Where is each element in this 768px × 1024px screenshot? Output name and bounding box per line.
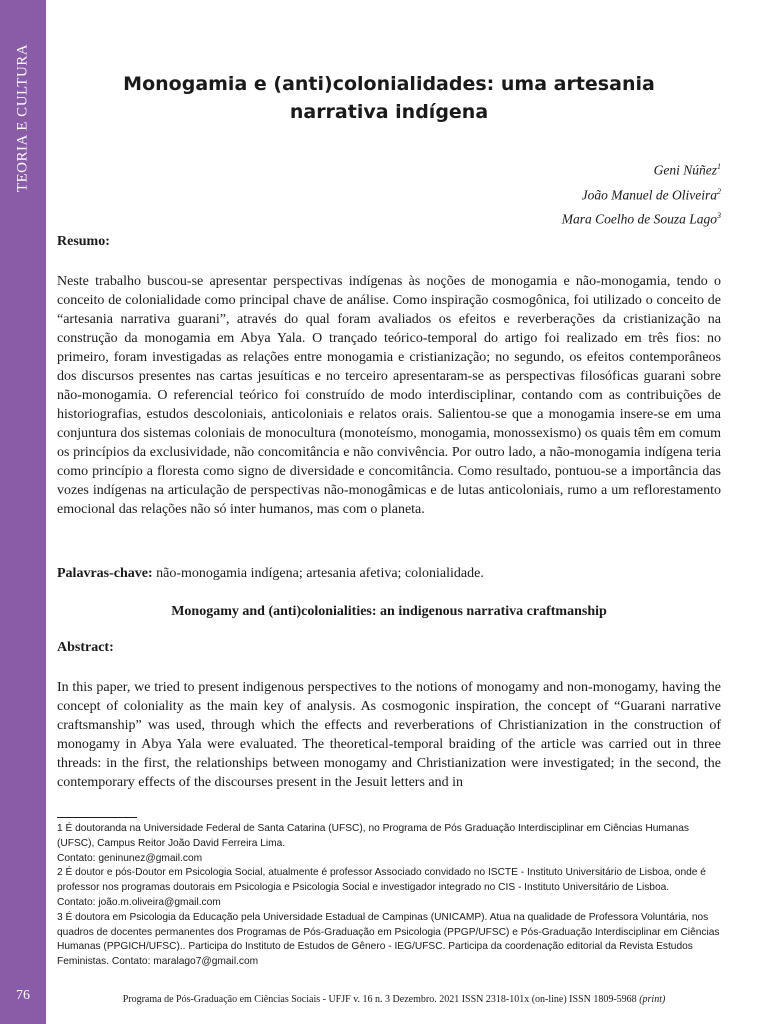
footnote: 1 É doutoranda na Universidade Federal de Santa Catarina (UFSC), no Programa de Pós Graduação Interdisciplinar em Ciências Humanas (UFSC), Campus Reitor João David Ferreira Lima.	[57, 823, 689, 849]
footnote: 2 É doutor e pós-Doutor em Psicologia Social, atualmente é professor Associado convidado no ISCTE - Instituto Universitário de Lisboa, onde é professor nos programas doutorais em Psicologia e Psicologia Social e investigador integrado no CIS - Instituto Universitário de Lisboa.	[57, 867, 706, 894]
article-title: Monogamia e (anti)colonialidades: uma artesania narrativa indígena	[123, 73, 655, 123]
keywords-label: Palavras-chave:	[57, 566, 153, 581]
keywords-text: não-monogamia indígena; artesania afetiva; colonialidade.	[152, 566, 484, 581]
footnote-contact[interactable]: Contato: geninunez@gmail.com	[57, 852, 203, 864]
footer-print: (print)	[639, 994, 666, 1005]
page-number: 76	[16, 988, 30, 1003]
sidebar-band	[0, 0, 46, 1024]
keywords	[57, 566, 484, 582]
author-list	[562, 156, 721, 230]
author-line	[562, 181, 721, 206]
resumo-heading: Resumo:	[57, 234, 110, 249]
footnote-divider	[57, 817, 137, 818]
page-footer	[60, 994, 728, 1005]
abstract-text: In this paper, we tried to present indigenous perspectives to the notions of monogamy and non-monogamy, having the concept of coloniality as the main key of analysis. As cosmogonic inspiration, the concept of “Guarani narrative craftsmanship” was used, through which the effects and reverberations of Christianization in the construction of monogamy in Abya Yala were evaluated. The theoretical-temporal braiding of the article was carried out in three threads: in the first, the relationships between monogamy and Christianization were investigated; in the second, the contemporary effects of the discourses present in the Jesuit letters and in	[57, 680, 721, 790]
author-line	[562, 205, 721, 230]
resumo-text: Neste trabalho buscou-se apresentar perspectivas indígenas às noções de monogamia e não-monogamia, tendo o conceito de colonialidade como principal chave de análise. Como inspiração cosmogônica, foi utilizado o conceito de “artesania narrativa guarani”, através do qual foram avaliados os efeitos e reverberações da cristianização na construção da monogamia em Abya Yala. O trançado teórico-temporal do artigo foi realizado em três fios: no primeiro, foram investigadas as relações entre monogamia e cristianização; no segundo, os efeitos contemporâneos dos discursos presentes nas cartas jesuíticas e no terceiro apresentaram-se as perspectivas filosóficas guarani sobre não-monogamia. O referencial teórico foi construído de modo interdisciplinar, contando com as contribuições de historiografias, estudos descoloniais, anticoloniais e relatos orais. Salientou-se que a monogamia insere-se em uma conjuntura dos sistemas coloniais de monocultura (monoteísmo, monogamia, monossexismo) os quais têm em comum os princípios da exclusividade, não concomitância e não convivência. Por outro lado, a não-monogamia indígena teria como princípio a floresta como signo de diversidade e concomitância. Como resultado, pontuou-se a importância das vozes indígenas na articulação de perspectivas não-monogâmicas e de lutas anticoloniais, rumo a um reflorestamento emocional das relações não só inter humanos, mas com o planeta.	[57, 274, 721, 517]
journal-section-label: TEORIA E CULTURA	[14, 43, 31, 193]
author-name: Mara Coelho de Souza Lago	[561, 211, 717, 227]
abstract-heading: Abstract:	[57, 640, 114, 655]
footnote-mark[interactable]: 3	[717, 211, 721, 220]
footnote-contact[interactable]: Contato: joão.m.oliveira@gmail.com	[57, 896, 221, 908]
footnote: 3 É doutora em Psicologia da Educação pela Universidade Estadual de Campinas (UNICAMP). Atua na qualidade de Professora Voluntária, nos quadros de docentes permanentes dos Programas de Pós-Graduação em Psicologia (PPGP/UFSC) e Pós-Graduação Interdisciplinar em Ciências Humanas (PPGICH/UFSC).. Participa do Instituto de Estudos de Gênero - IEG/UFSC. Participa da coordenação editorial da Revista Estudos Feministas. Contato: maralago7@gmail.com	[57, 911, 720, 968]
footnote-mark[interactable]: 2	[717, 186, 721, 196]
author-name: João Manuel de Oliveira	[581, 187, 717, 202]
footer-text: Programa de Pós-Graduação em Ciências Sociais - UFJF v. 16 n. 3 Dezembro. 2021 ISSN 2318-101x (on-line) ISSN 1809-5968	[122, 994, 640, 1005]
author-name: Geni Núñez	[653, 162, 717, 178]
footnotes	[57, 822, 721, 970]
footnote-mark[interactable]: 1	[717, 162, 721, 171]
english-title: Monogamy and (anti)colonialities: an indigenous narrativa craftmanship	[171, 604, 607, 619]
author-line	[562, 156, 721, 181]
